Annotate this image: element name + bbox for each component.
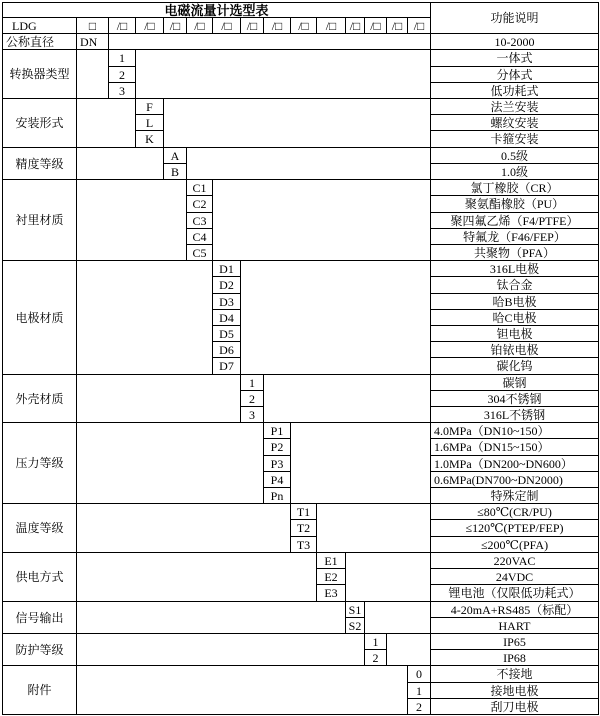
code-liner-material-C1: C1 — [186, 179, 213, 196]
code-power-supply-E2: E2 — [316, 568, 346, 585]
spacer-left-signal-output — [76, 601, 346, 634]
model-prefix-cell: LDG — [2, 17, 77, 34]
code-electrode-material-D2: D2 — [212, 276, 241, 294]
code-electrode-material-D7: D7 — [212, 357, 241, 375]
model-slot-cell-3: /□ — [163, 17, 187, 34]
desc-electrode-material-D1: 316L电极 — [430, 260, 599, 277]
desc-liner-material-C4: 特氟龙（F46/FEP） — [430, 228, 599, 245]
spacer-right-power-supply — [345, 552, 431, 602]
code-accuracy-class-B: B — [163, 163, 187, 180]
code-protection-class-2: 2 — [364, 649, 387, 666]
code-temperature-class-T1: T1 — [290, 503, 317, 520]
spacer-left-temperature-class — [76, 503, 291, 553]
spacer-left-accessories — [76, 665, 408, 715]
model-slot-cell-9: /□ — [316, 17, 346, 34]
category-pressure-class: 压力等级 — [2, 422, 77, 504]
desc-power-supply-E2: 24VDC — [430, 568, 599, 585]
code-electrode-material-D1: D1 — [212, 260, 241, 277]
code-liner-material-C4: C4 — [186, 228, 213, 245]
model-slot-cell-2: /□ — [135, 17, 164, 34]
desc-installation-type-K: 卡箍安装 — [430, 130, 599, 148]
category-installation-type: 安装形式 — [2, 98, 77, 148]
desc-converter-type-1: 一体式 — [430, 49, 599, 67]
code-liner-material-C5: C5 — [186, 244, 213, 261]
desc-housing-material-2: 304不锈钢 — [430, 390, 599, 407]
category-housing-material: 外壳材质 — [2, 374, 77, 423]
model-slot-cell-10: /□ — [345, 17, 365, 34]
model-slot-cell-4: /□ — [186, 17, 213, 34]
spacer-right-electrode-material — [240, 260, 431, 375]
desc-temperature-class-T1: ≤80℃(CR/PU) — [430, 503, 599, 520]
desc-installation-type-L: 螺纹安装 — [430, 114, 599, 131]
desc-accuracy-class-A: 0.5级 — [430, 147, 599, 164]
code-pressure-class-P3: P3 — [263, 455, 291, 472]
code-liner-material-C2: C2 — [186, 195, 213, 213]
code-liner-material-C3: C3 — [186, 212, 213, 229]
code-converter-type-2: 2 — [108, 66, 136, 83]
desc-electrode-material-D7: 碳化钨 — [430, 357, 599, 375]
model-slot-cell-5: /□ — [212, 17, 241, 34]
desc-pressure-class-P4: 0.6MPa(DN700~DN2000) — [430, 471, 599, 488]
category-electrode-material: 电极材质 — [2, 260, 77, 375]
code-pressure-class-Pn: Pn — [263, 487, 291, 504]
code-installation-type-F: F — [135, 98, 164, 115]
code-converter-type-1: 1 — [108, 49, 136, 67]
spacer-left-pressure-class — [76, 422, 264, 504]
spacer-left-converter-type — [76, 49, 109, 99]
code-installation-type-K: K — [135, 130, 164, 148]
desc-electrode-material-D5: 钽电极 — [430, 325, 599, 342]
category-converter-type: 转换器类型 — [2, 49, 77, 99]
desc-pressure-class-Pn: 特殊定制 — [430, 487, 599, 504]
code-housing-material-3: 3 — [240, 406, 264, 423]
desc-electrode-material-D6: 铂铱电极 — [430, 341, 599, 358]
desc-temperature-class-T3: ≤200℃(PFA) — [430, 536, 599, 553]
model-slot-cell-8: /□ — [290, 17, 317, 34]
spacer-left-liner-material — [76, 179, 187, 261]
desc-temperature-class-T2: ≤120℃(PTEP/FEP) — [430, 519, 599, 537]
desc-electrode-material-D3: 哈B电极 — [430, 293, 599, 310]
code-temperature-class-T2: T2 — [290, 519, 317, 537]
code-power-supply-E3: E3 — [316, 584, 346, 602]
code-housing-material-1: 1 — [240, 374, 264, 391]
code-pressure-class-P4: P4 — [263, 471, 291, 488]
category-liner-material: 衬里材质 — [2, 179, 77, 261]
spacer-right-liner-material — [212, 179, 431, 261]
desc-liner-material-C3: 聚四氟乙烯（F4/PTFE） — [430, 212, 599, 229]
code-accessories-0: 0 — [407, 665, 431, 683]
desc-liner-material-C1: 氯丁橡胶（CR） — [430, 179, 599, 196]
desc-protection-class-2: IP68 — [430, 649, 599, 666]
desc-converter-type-3: 低功耗式 — [430, 82, 599, 99]
desc-installation-type-F: 法兰安装 — [430, 98, 599, 115]
category-power-supply: 供电方式 — [2, 552, 77, 602]
spacer-right-pressure-class — [290, 422, 431, 504]
desc-liner-material-C2: 聚氨酯橡胶（PU） — [430, 195, 599, 213]
spacer-right-signal-output — [364, 601, 431, 634]
code-accuracy-class-A: A — [163, 147, 187, 164]
spacer-left-power-supply — [76, 552, 317, 602]
desc-accessories-1: 接地电极 — [430, 682, 599, 699]
category-accessories: 附件 — [2, 665, 77, 715]
code-converter-type-3: 3 — [108, 82, 136, 99]
code-nominal-diameter: DN — [76, 33, 109, 50]
spacer-left-electrode-material — [76, 260, 213, 375]
spacer-right-accuracy-class — [186, 147, 431, 180]
desc-housing-material-3: 316L不锈钢 — [430, 406, 599, 423]
desc-housing-material-1: 碳钢 — [430, 374, 599, 391]
model-slot-cell-1: /□ — [108, 17, 136, 34]
category-protection-class: 防护等级 — [2, 633, 77, 666]
code-signal-output-S1: S1 — [345, 601, 365, 618]
model-slot-cell-6: /□ — [240, 17, 264, 34]
category-signal-output: 信号输出 — [2, 601, 77, 634]
code-electrode-material-D3: D3 — [212, 293, 241, 310]
model-slot-cell-13: /□ — [407, 17, 431, 34]
desc-nominal-diameter: 10-2000 — [430, 33, 599, 50]
category-temperature-class: 温度等级 — [2, 503, 77, 553]
code-housing-material-2: 2 — [240, 390, 264, 407]
code-accessories-1: 1 — [407, 682, 431, 699]
desc-pressure-class-P3: 1.0MPa（DN200~DN600） — [430, 455, 599, 472]
code-protection-class-1: 1 — [364, 633, 387, 650]
desc-liner-material-C5: 共聚物（PFA） — [430, 244, 599, 261]
model-box-cell: □ — [76, 17, 109, 34]
code-electrode-material-D5: D5 — [212, 325, 241, 342]
desc-converter-type-2: 分体式 — [430, 66, 599, 83]
model-slot-cell-7: /□ — [263, 17, 291, 34]
code-temperature-class-T3: T3 — [290, 536, 317, 553]
spacer-right-converter-type — [135, 49, 431, 99]
model-slot-cell-12: /□ — [386, 17, 408, 34]
desc-electrode-material-D4: 哈C电极 — [430, 309, 599, 326]
category-nominal-diameter: 公称直径 — [2, 33, 77, 50]
desc-protection-class-1: IP65 — [430, 633, 599, 650]
spacer-right-protection-class — [386, 633, 431, 666]
spacer-right-temperature-class — [316, 503, 431, 553]
desc-accuracy-class-B: 1.0级 — [430, 163, 599, 180]
table-title: 电磁流量计选型表 — [2, 2, 431, 18]
desc-accessories-0: 不接地 — [430, 665, 599, 683]
code-power-supply-E1: E1 — [316, 552, 346, 569]
category-accuracy-class: 精度等级 — [2, 147, 77, 180]
desc-accessories-2: 刮刀电极 — [430, 698, 599, 715]
code-installation-type-L: L — [135, 114, 164, 131]
code-pressure-class-P2: P2 — [263, 438, 291, 456]
spacer-left-housing-material — [76, 374, 241, 423]
desc-electrode-material-D2: 钛合金 — [430, 276, 599, 294]
desc-pressure-class-P2: 1.6MPa（DN15~150） — [430, 438, 599, 456]
spacer-left-accuracy-class — [76, 147, 164, 180]
code-pressure-class-P1: P1 — [263, 422, 291, 439]
function-description-header: 功能说明 — [430, 2, 599, 34]
desc-power-supply-E1: 220VAC — [430, 552, 599, 569]
spacer-left-installation-type — [76, 98, 136, 148]
desc-signal-output-S1: 4-20mA+RS485（标配） — [430, 601, 599, 618]
code-signal-output-S2: S2 — [345, 617, 365, 634]
code-electrode-material-D4: D4 — [212, 309, 241, 326]
spacer-right-installation-type — [163, 98, 431, 148]
desc-pressure-class-P1: 4.0MPa（DN10~150） — [430, 422, 599, 439]
spacer-left-protection-class — [76, 633, 365, 666]
model-slot-cell-11: /□ — [364, 17, 387, 34]
desc-signal-output-S2: HART — [430, 617, 599, 634]
desc-power-supply-E3: 锂电池（仅限低功耗式） — [430, 584, 599, 602]
spacer-nominal-diameter — [108, 33, 431, 50]
code-electrode-material-D6: D6 — [212, 341, 241, 358]
spacer-right-housing-material — [263, 374, 431, 423]
code-accessories-2: 2 — [407, 698, 431, 715]
